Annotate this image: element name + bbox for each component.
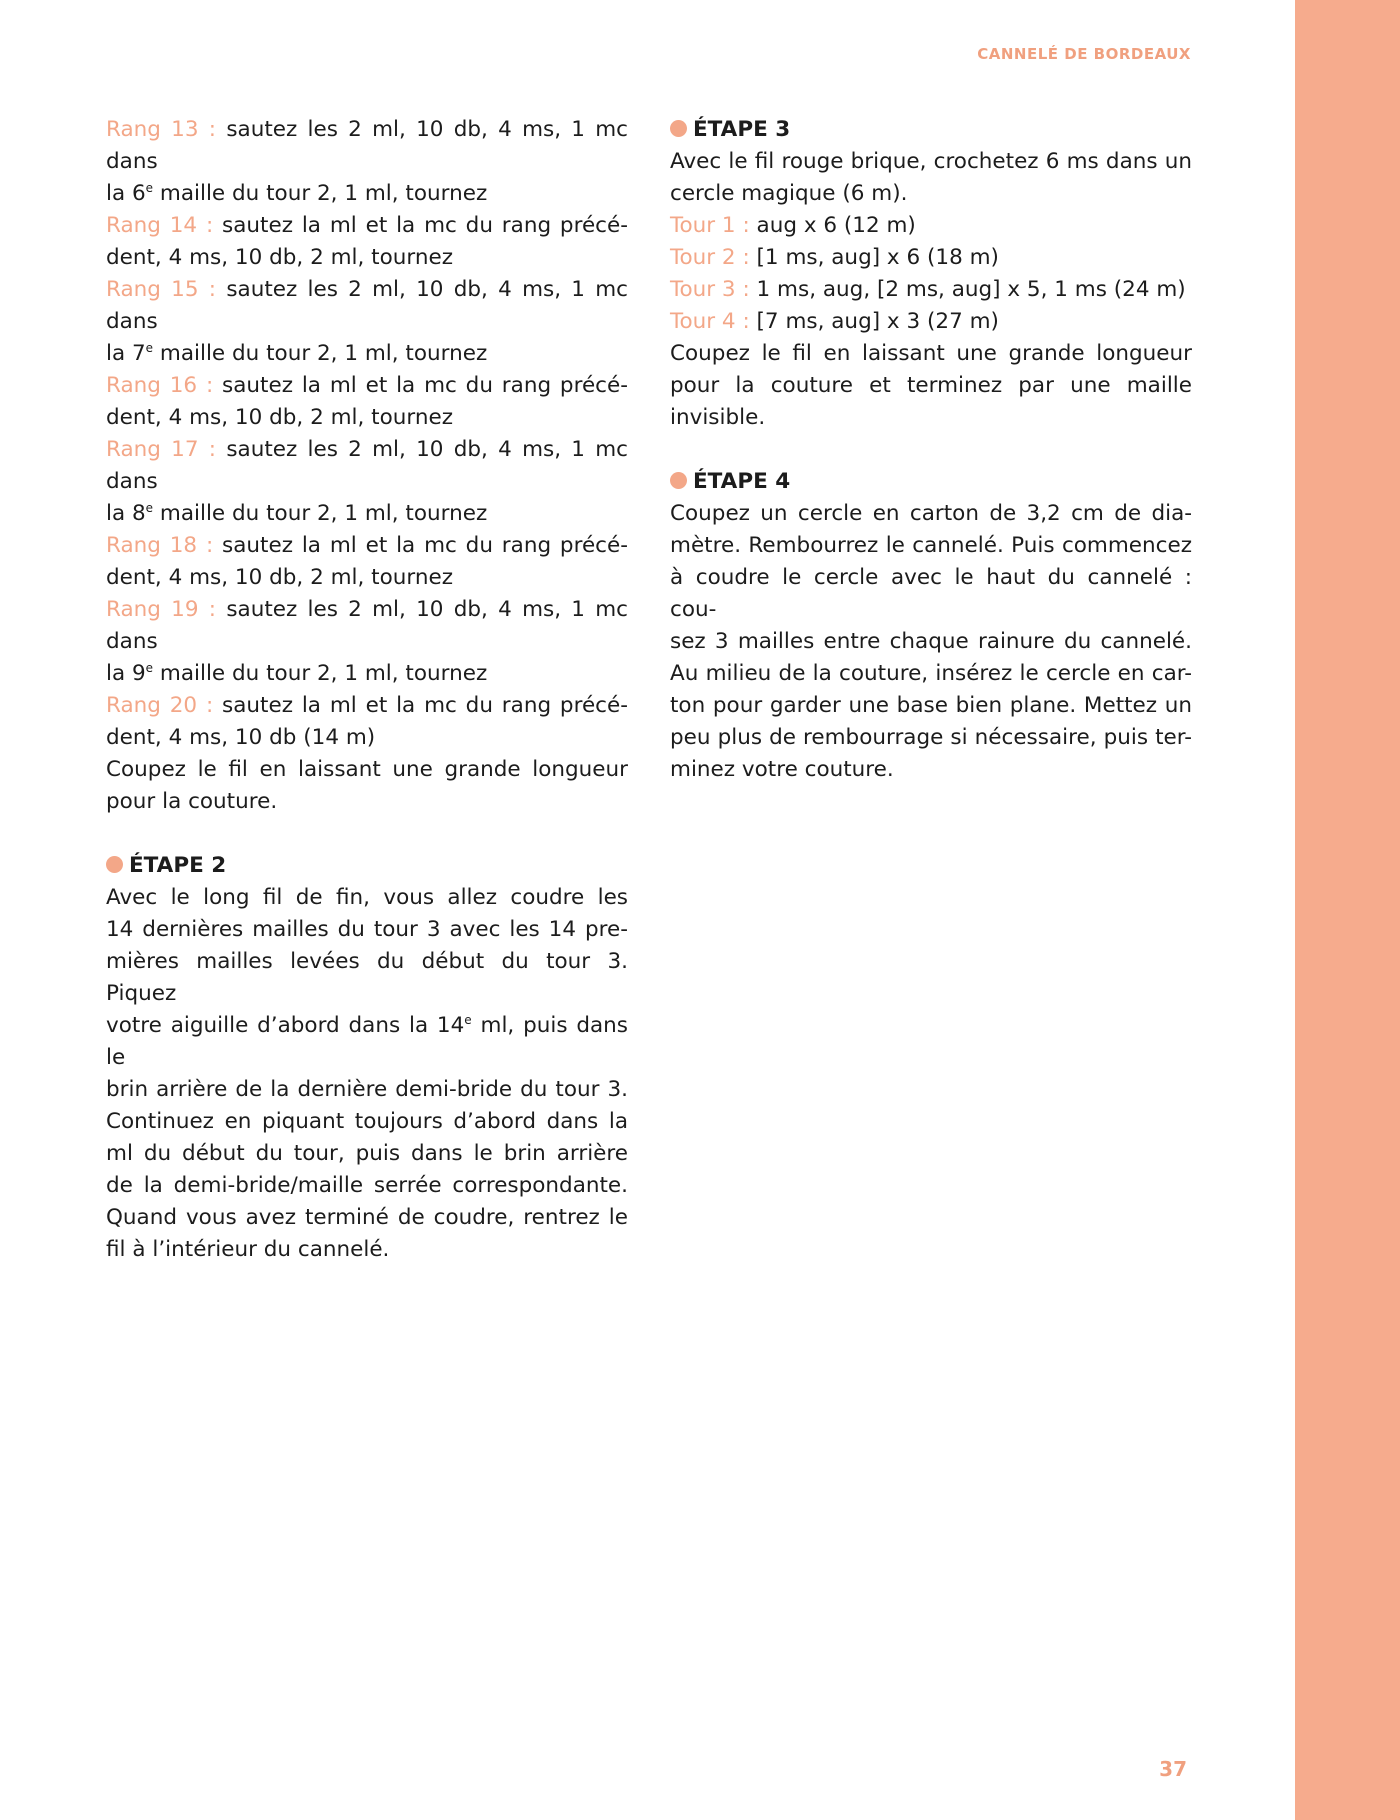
tour-label: Tour 1 : (670, 213, 750, 238)
rang-text-cont: maille du tour 2, 1 ml, tournez (153, 501, 488, 526)
paragraph-line: Avec le long fil de fin, vous allez coudre les (106, 885, 628, 910)
tour-3 (670, 274, 1192, 306)
rang-text: sautez les 2 ml, 10 db, 4 ms, 1 mc dans (106, 437, 629, 494)
tour-label: Tour 3 : (670, 277, 750, 302)
paragraph-line: Quand vous avez terminé de coudre, rentrez le (106, 1205, 628, 1230)
tour-label: Tour 2 : (670, 245, 750, 270)
paragraph-line: pour la couture et terminez par une maille (670, 373, 1192, 398)
rang-label: Rang 13 : (106, 117, 217, 142)
paragraph-line: fil à l’intérieur du cannelé. (106, 1237, 390, 1262)
left-column (106, 114, 628, 1266)
tour-label: Tour 4 : (670, 309, 750, 334)
right-column (670, 114, 1192, 786)
etape-2 (106, 850, 628, 1266)
rang-label: Rang 19 : (106, 597, 217, 622)
rang-20 (106, 690, 628, 754)
paragraph-line: cercle magique (6 m). (670, 181, 908, 206)
paragraph-line: de la demi-bride/maille serrée correspondante. (106, 1173, 628, 1198)
rang-text-cont: la 7 (106, 341, 146, 366)
paragraph-line: Coupez un cercle en carton de 3,2 cm de dia- (670, 501, 1192, 526)
paragraph-line: invisible. (670, 405, 766, 430)
rang-text: sautez les 2 ml, 10 db, 4 ms, 1 mc dans (106, 277, 629, 334)
superscript: e (464, 1013, 472, 1027)
paragraph-line: pour la couture. (106, 789, 278, 814)
paragraph-line: Coupez le fil en laissant une grande longueur (106, 757, 628, 782)
tour-1 (670, 210, 1192, 242)
paragraph-line: Continuez en piquant toujours d’abord dans la (106, 1109, 628, 1134)
etape-3 (670, 114, 1192, 434)
superscript: e (145, 181, 154, 195)
paragraph-line: 14 dernières mailles du tour 3 avec les 14 pre- (106, 917, 628, 942)
rang-label: Rang 14 : (106, 213, 214, 238)
step-heading (670, 466, 1192, 498)
paragraph-line: mètre. Rembourrez le cannelé. Puis commencez (670, 533, 1192, 558)
step-heading (670, 114, 1192, 146)
paragraph-line: sez 3 mailles entre chaque rainure du cannelé. (670, 629, 1192, 654)
running-header: CANNELÉ DE BORDEAUX (977, 45, 1191, 63)
rang-19 (106, 594, 628, 690)
rang-text-cont: dent, 4 ms, 10 db (14 m) (106, 725, 376, 750)
rang-text-cont: dent, 4 ms, 10 db, 2 ml, tournez (106, 245, 453, 270)
superscript: e (145, 341, 154, 355)
coupez-paragraph (106, 754, 628, 818)
tour-text: 1 ms, aug, [2 ms, aug] x 5, 1 ms (24 m) (756, 277, 1186, 302)
bullet-dot-icon (106, 856, 123, 873)
paragraph-line: ml du début du tour, puis dans le brin arrière (106, 1141, 628, 1166)
rang-text-cont: maille du tour 2, 1 ml, tournez (153, 661, 488, 686)
page-number: 37 (1159, 1757, 1187, 1781)
paragraph-line: Avec le fil rouge brique, crochetez 6 ms dans un (670, 149, 1192, 174)
rang-text: sautez les 2 ml, 10 db, 4 ms, 1 mc dans (106, 117, 629, 174)
rang-text-cont: maille du tour 2, 1 ml, tournez (153, 341, 488, 366)
rang-18 (106, 530, 628, 594)
step-title: ÉTAPE 2 (129, 853, 227, 878)
rang-text: sautez la ml et la mc du rang précé- (222, 533, 628, 558)
paragraph-line: peu plus de rembourrage si nécessaire, puis ter- (670, 725, 1192, 750)
bullet-dot-icon (670, 120, 687, 137)
rang-text-cont: la 6 (106, 181, 146, 206)
tour-2 (670, 242, 1192, 274)
rang-text: sautez la ml et la mc du rang précé- (222, 373, 628, 398)
rang-text-cont: la 8 (106, 501, 146, 526)
tour-text: [7 ms, aug] x 3 (27 m) (756, 309, 999, 334)
rang-text: sautez la ml et la mc du rang précé- (222, 213, 628, 238)
paragraph-line: minez votre couture. (670, 757, 894, 782)
paragraph-line: à coudre le cercle avec le haut du cannelé : cou- (670, 565, 1192, 622)
superscript: e (145, 661, 154, 675)
rang-label: Rang 17 : (106, 437, 217, 462)
step-title: ÉTAPE 3 (693, 117, 791, 142)
tour-4 (670, 306, 1192, 338)
side-color-band (1295, 0, 1400, 1820)
rang-14 (106, 210, 628, 274)
bullet-dot-icon (670, 472, 687, 489)
rang-text-cont: dent, 4 ms, 10 db, 2 ml, tournez (106, 565, 453, 590)
rang-label: Rang 16 : (106, 373, 214, 398)
paragraph-line: ml, puis dans le (106, 1013, 628, 1070)
rang-label: Rang 18 : (106, 533, 214, 558)
rang-text: sautez les 2 ml, 10 db, 4 ms, 1 mc dans (106, 597, 629, 654)
rang-text-cont: dent, 4 ms, 10 db, 2 ml, tournez (106, 405, 453, 430)
step-heading (106, 850, 628, 882)
tour-text: [1 ms, aug] x 6 (18 m) (756, 245, 999, 270)
rang-17 (106, 434, 628, 530)
superscript: e (145, 501, 154, 515)
step-title: ÉTAPE 4 (693, 469, 791, 494)
paragraph-line: ton pour garder une base bien plane. Mettez un (670, 693, 1192, 718)
rang-label: Rang 20 : (106, 693, 214, 718)
paragraph-line: brin arrière de la dernière demi-bride du tour 3. (106, 1077, 628, 1102)
paragraph-line: mières mailles levées du début du tour 3. Piquez (106, 949, 628, 1006)
rang-text: sautez la ml et la mc du rang précé- (222, 693, 628, 718)
etape-4 (670, 466, 1192, 786)
paragraph-line: Au milieu de la couture, insérez le cercle en car- (670, 661, 1192, 686)
rang-13 (106, 114, 628, 210)
rang-16 (106, 370, 628, 434)
tour-text: aug x 6 (12 m) (756, 213, 916, 238)
rang-text-cont: la 9 (106, 661, 146, 686)
paragraph-line: votre aiguille d’abord dans la 14 (106, 1013, 465, 1038)
rang-15 (106, 274, 628, 370)
rang-label: Rang 15 : (106, 277, 217, 302)
rang-text-cont: maille du tour 2, 1 ml, tournez (153, 181, 488, 206)
paragraph-line: Coupez le fil en laissant une grande longueur (670, 341, 1192, 366)
